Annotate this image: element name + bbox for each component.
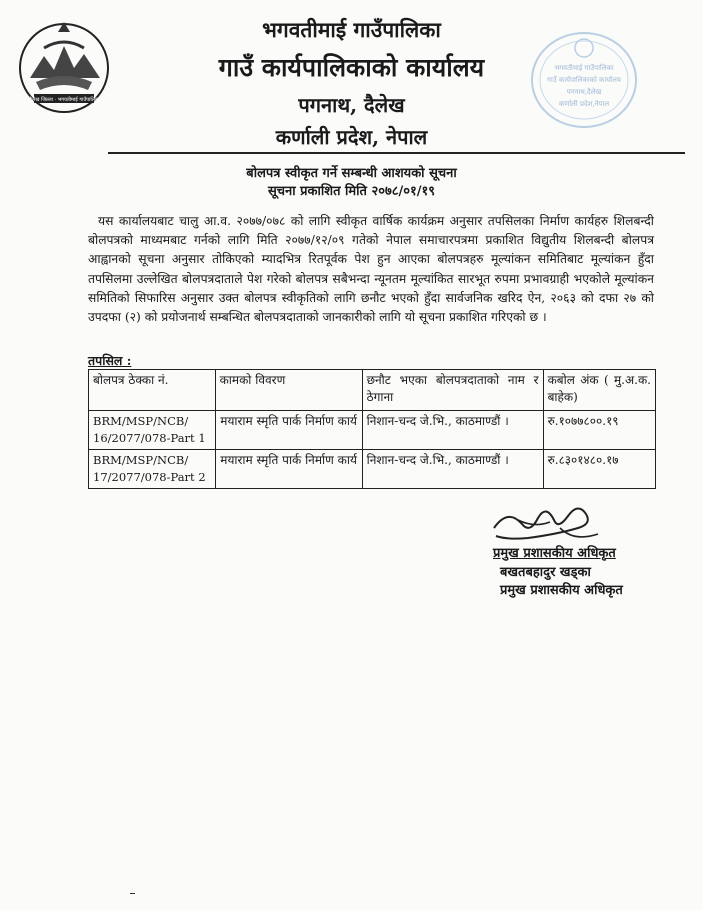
table-row <box>89 450 656 489</box>
bid-table <box>88 369 656 489</box>
svg-text:गाउँ कार्यपालिकाको कार्यालय: गाउँ कार्यपालिकाको कार्यालय <box>547 76 621 84</box>
svg-text:कर्णाली प्रदेश,नेपाल: कर्णाली प्रदेश,नेपाल <box>558 100 610 108</box>
bidder-name: निशान-चन्द जे.भि., काठमाण्डौं । <box>362 450 543 489</box>
svg-text:भगवतीमाई गाउँपालिका: भगवतीमाई गाउँपालिका <box>554 64 614 72</box>
signatory-name: बखतबहादुर खड्का <box>500 565 591 580</box>
header-work-description: कामको विवरण <box>215 370 362 411</box>
office-address: पगनाथ, दैलेख <box>298 93 405 117</box>
bidder-name: निशान-चन्द जे.भि., काठमाण्डौं । <box>362 411 543 450</box>
header-bidder: छनौट भएका बोलपत्रदाताको नाम र ठेगाना <box>362 370 543 411</box>
work-description: मयाराम स्मृति पार्क निर्माण कार्य <box>215 411 362 450</box>
svg-text:बौलेख जिल्ला · भगवतीमाई गाउँपा: बौलेख जिल्ला · भगवतीमाई गाउँपालिका <box>27 97 101 103</box>
bid-amount: रु.८३०१४८०.१७ <box>543 450 655 489</box>
svg-text:पगनाथ,दैलेख: पगनाथ,दैलेख <box>566 88 602 96</box>
notice-date: सूचना प्रकाशित मिति २०७८/०१/१९ <box>267 184 436 199</box>
details-label: तपसिल : <box>88 353 132 368</box>
signatory-stamp-title: प्रमुख प्रशासकीय अधिकृत <box>500 583 623 598</box>
notice-body: यस कार्यालयबाट चालु आ.व. २०७७/०७८ को लागि स्वीकृत वार्षिक कार्यक्रम अनुसार तपसिलका निर्माण कार्यहरु शिलबन्दी बोलपत्रको माध्यमबाट गर्नको लागि मिति २०७७/१२/०९ गतेको नेपाल समाचारपत्रमा प्रकाशित विद्युतीय शिलबन्दी बोलपत्र आह्वानको सूचना अनुसार तोकिएको म्यादभित्र रितपूर्वक पेश हुन आएका बोलपत्रहरु मूल्यांकन समितिबाट मूल्यांकन हुँदा तपसिलमा उल्लेखित बोलपत्रदाताले पेश गरेको बोलपत्र सबैभन्दा न्यूनतम मूल्यांकित सारभूत रुपमा प्रभावग्राही भएकोले मूल्यांकन समितिको सिफारिस अनुसार उक्त बोलपत्र स्वीकृतिको लागि छनौट भएको हुँदा सार्वजनिक खरिद ऐन, २०६३ को दफा २७ को उपदफा (२) को प्रयोजनार्थ सम्बन्धित बोलपत्रदाताको जानकारीको लागि यो सूचना प्रकाशित गरिएको छ । <box>88 214 654 325</box>
contract-no: BRM/MSP/NCB/ 17/2077/078-Part 2 <box>89 450 216 489</box>
header-contract-no: बोलपत्र ठेक्का नं. <box>89 370 216 411</box>
table-header-row <box>89 370 656 411</box>
municipality-name: भगवतीमाई गाउँपालिका <box>262 17 441 42</box>
province-country: कर्णाली प्रदेश, नेपाल <box>275 125 428 149</box>
work-description: मयाराम स्मृति पार्क निर्माण कार्य <box>215 450 362 489</box>
page-mark <box>130 893 135 894</box>
header-divider <box>108 152 685 154</box>
header-bid-amount: कबोल अंक ( मु.अ.क. बाहेक) <box>543 370 655 411</box>
contract-no: BRM/MSP/NCB/ 16/2077/078-Part 1 <box>89 411 216 450</box>
office-name: गाउँ कार्यपालिकाको कार्यालय <box>218 53 485 82</box>
notice-title: बोलपत्र स्वीकृत गर्ने सम्बन्धी आशयको सूचना <box>246 166 457 181</box>
signatory-title: प्रमुख प्रशासकीय अधिकृत <box>493 546 616 561</box>
table-row <box>89 411 656 450</box>
bid-amount: रु.१०७७८००.१९ <box>543 411 655 450</box>
